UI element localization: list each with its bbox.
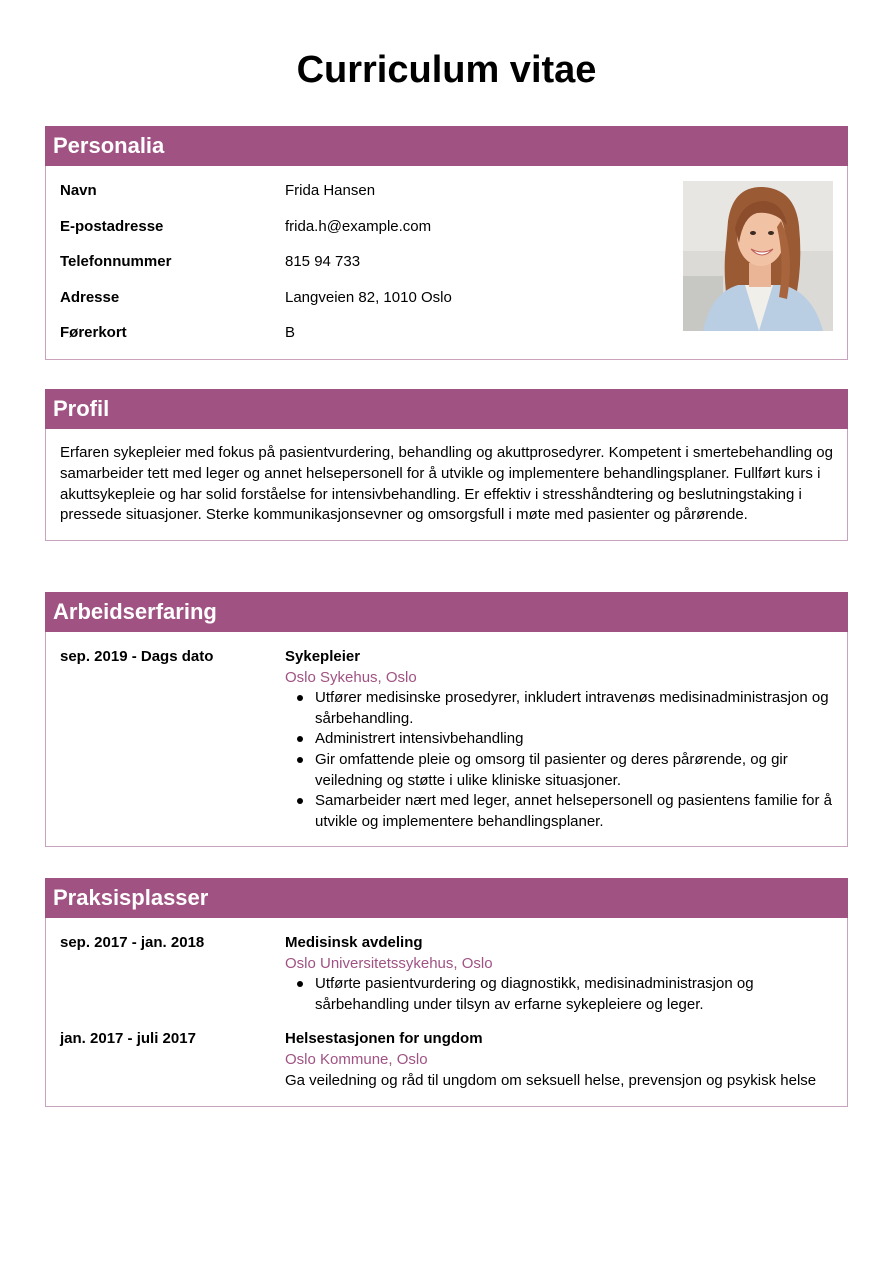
profile-photo — [683, 181, 833, 331]
name-value: Frida Hansen — [285, 182, 376, 199]
section-heading: Personalia — [45, 126, 848, 166]
praksis-body — [46, 918, 847, 1106]
section-personalia — [45, 126, 848, 360]
bullet-item: Gir omfattende pleie og omsorg til pasienter og deres pårørende, og gir veiledning og støtte i ulike kliniske situasjoner. — [285, 750, 833, 791]
phone-value: 815 94 733 — [285, 253, 361, 271]
entry-main — [285, 933, 833, 1015]
entry-organization: Oslo Kommune, Oslo — [285, 1050, 428, 1068]
section-praksisplasser — [45, 878, 848, 1107]
entry-organization: Oslo Universitetssykehus, Oslo — [285, 954, 493, 972]
section-arbeidserfaring — [45, 592, 848, 847]
name-label: Navn — [60, 182, 97, 199]
phone-label: Telefonnummer — [60, 253, 172, 271]
section-heading: Arbeidserfaring — [45, 592, 848, 632]
entry-date: sep. 2017 - jan. 2018 — [60, 934, 205, 951]
entry-role: Sykepleier — [285, 648, 361, 665]
bullet-item: Administrert intensivbehandling — [285, 729, 833, 750]
section-heading: Profil — [45, 389, 848, 429]
address-value: Langveien 82, 1010 Oslo — [285, 288, 452, 306]
entry-main — [285, 647, 833, 832]
experience-entry — [60, 647, 833, 832]
profile-text: Erfaren sykepleier med fokus på pasientvurdering, behandling og akuttprosedyrer. Kompetent i smertebehandling og samarbeider tett med leger og annet helsepersonell for å utvikle og implementere behandlingsplaner. Fullført kurs i akuttsykepleie og har solid forståelse for intensivbehandling. Er effektiv i stresshåndtering og beslutningstaking i pressede situasjoner. Sterke kommunikasjonsevner og omsorgsfull i møte med pasienter og pårørende. — [60, 444, 833, 524]
arbeid-body — [46, 632, 847, 846]
page-title: Curriculum vitae — [296, 49, 597, 91]
personalia-body — [46, 166, 847, 359]
profil-body — [46, 429, 847, 540]
address-label: Adresse — [60, 288, 120, 306]
bullet-item: Samarbeider nært med leger, annet helsepersonell og pasientens familie for å utvikle og implementere behandlingsplaner. — [285, 791, 833, 832]
entry-role: Medisinsk avdeling — [285, 934, 423, 951]
bullet-item: Utfører medisinske prosedyrer, inkludert intravenøs medisinadministrasjon og sårbehandling. — [285, 688, 833, 729]
entry-date: jan. 2017 - juli 2017 — [60, 1030, 196, 1048]
bullet-item: Utførte pasientvurdering og diagnostikk, medisinadministrasjon og sårbehandling under tilsyn av erfarne sykepleiere og leger. — [285, 974, 833, 1015]
entry-main — [285, 1029, 833, 1091]
license-label: Førerkort — [60, 324, 127, 342]
internship-entry — [60, 1029, 833, 1091]
entry-bullets — [285, 688, 833, 832]
license-value: B — [285, 324, 296, 342]
entry-date: sep. 2019 - Dags dato — [60, 648, 214, 665]
entry-description: Ga veiledning og råd til ungdom om seksuell helse, prevensjon og psykisk helse — [285, 1071, 817, 1089]
section-profil — [45, 389, 848, 541]
email-value: frida.h@example.com — [285, 217, 432, 235]
entry-bullets — [285, 974, 833, 1015]
entry-organization: Oslo Sykehus, Oslo — [285, 668, 417, 686]
email-label: E-postadresse — [60, 217, 164, 235]
internship-entry — [60, 933, 833, 1015]
entry-role: Helsestasjonen for ungdom — [285, 1030, 483, 1048]
section-heading: Praksisplasser — [45, 878, 848, 918]
